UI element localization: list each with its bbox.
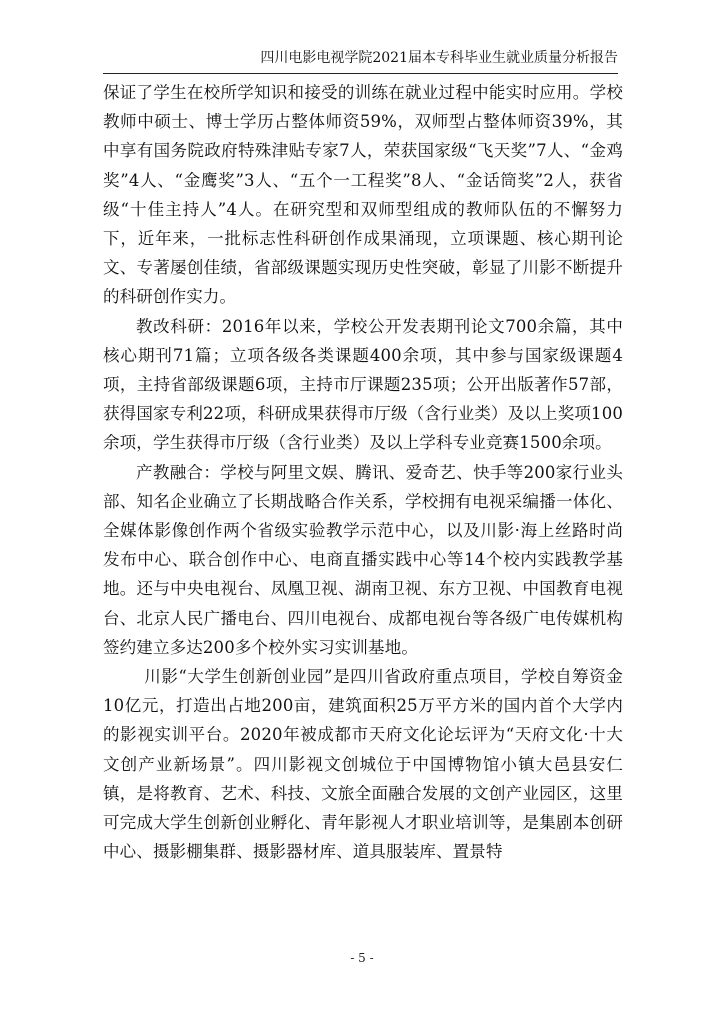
header-divider <box>103 73 618 74</box>
paragraph-innovation-park: 川影“大学生创新创业园”是四川省政府重点项目，学校自筹资金10亿元，打造出占地200亩，建筑面积25万平方米的国内首个大学内的影视实训平台。2020年被成都市天府文化论坛评为“天府文化·十大文创产业新场景”。四川影视文创城位于中国博物馆小镇大邑县安仁镇，是将教育、艺术、科技、文旅全面融合发展的文创产业园区，这里可完成大学生创新创业孵化、青年影视人才职业培训等，是集剧本创研中心、摄影棚集群、摄影器材库、道具服装库、置景特 <box>103 667 623 862</box>
paragraph-industry-integration: 产教融合：学校与阿里文娱、腾讯、爱奇艺、快手等200家行业头部、知名企业确立了长期战略合作关系，学校拥有电视采编播一体化、全媒体影像创作两个省级实验教学示范中心，以及川影·海上丝路时尚发布中心、联合创作中心、电商直播实践中心等14个校内实践教学基地。还与中央电视台、凤凰卫视、湖南卫视、东方卫视、中国教育电视台、北京人民广播电台、四川电视台、成都电视台等各级广电传媒机构签约建立多达200多个校外实习实训基地。 <box>103 462 623 657</box>
page-number: - 5 - <box>350 951 374 965</box>
paragraph-faculty: 保证了学生在校所学知识和接受的训练在就业过程中能实时应用。学校教师中硕士、博士学历占整体师资59%，双师型占整体师资39%，其中享有国务院政府特殊津贴专家7人，荣获国家级“飞天奖”7人、“金鸡奖”4人、“金鹰奖”3人、“五个一工程奖”8人、“金话筒奖”2人，获省级“十佳主持人”4人。在研究型和双师型组成的教师队伍的不懈努力下，近年来，一批标志性科研创作成果涌现，立项课题、核心期刊论文、专著屡创佳绩，省部级课题实现历史性突破，彰显了川影不断提升的科研创作实力。 <box>103 83 623 307</box>
document-body <box>103 78 623 866</box>
running-header: 四川电影电视学院2021届本专科毕业生就业质量分析报告 <box>260 50 618 66</box>
paragraph-research: 教改科研：2016年以来，学校公开发表期刊论文700余篇，其中核心期刊71篇；立项各级各类课题400余项，其中参与国家级课题4项，主持省部级课题6项，主持市厅课题235项；公开出版著作57部，获得国家专利22项，科研成果获得市厅级（含行业类）及以上奖项100余项，学生获得市厅级（含行业类）及以上学科专业竞赛1500余项。 <box>103 316 623 453</box>
